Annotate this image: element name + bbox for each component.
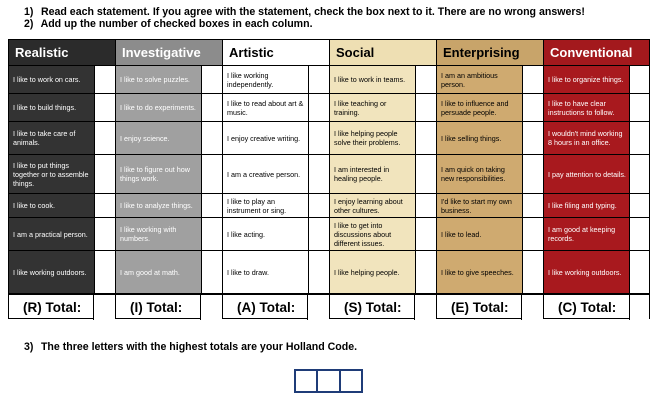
statement-text: I like to get into discussions about different issues. — [330, 218, 415, 250]
agree-checkbox[interactable] — [308, 122, 329, 154]
statement-row — [223, 155, 329, 194]
instruction-text: Read each statement. If you agree with the statement, check the box next to it. There are no wrong answers! — [40, 6, 585, 18]
statement-text: I am good at math. — [116, 251, 201, 293]
agree-checkbox[interactable] — [308, 218, 329, 250]
statement-row — [330, 155, 436, 194]
agree-checkbox[interactable] — [308, 66, 329, 93]
statement-row — [9, 94, 115, 122]
statement-text: I like acting. — [223, 218, 308, 250]
total-row-artistic — [223, 294, 329, 320]
statement-text: I like to put things together or to assemble things. — [9, 155, 94, 193]
statement-row — [437, 218, 543, 251]
agree-checkbox[interactable] — [415, 155, 436, 193]
statement-text: I am quick on taking new responsibilities. — [437, 155, 522, 193]
statement-row — [116, 251, 222, 294]
agree-checkbox[interactable] — [629, 155, 649, 193]
total-input-box[interactable] — [629, 295, 649, 320]
agree-checkbox[interactable] — [94, 122, 115, 154]
statement-text: I enjoy learning about other cultures. — [330, 194, 415, 217]
column-artistic — [223, 40, 330, 318]
statement-text: I am a practical person. — [9, 218, 94, 250]
statement-row — [437, 122, 543, 155]
statement-text: I like selling things. — [437, 122, 522, 154]
statement-row — [116, 155, 222, 194]
statement-row — [116, 66, 222, 94]
statement-row — [437, 94, 543, 122]
total-input-box[interactable] — [93, 295, 115, 320]
statement-row — [116, 94, 222, 122]
agree-checkbox[interactable] — [308, 155, 329, 193]
column-conventional — [544, 40, 649, 318]
total-label: (E) Total: — [451, 300, 509, 315]
column-header-investigative: Investigative — [116, 40, 222, 66]
instruction-text: The three letters with the highest totals are your Holland Code. — [40, 341, 358, 353]
statement-text: I'd like to start my own business. — [437, 194, 522, 217]
agree-checkbox[interactable] — [415, 94, 436, 121]
agree-checkbox[interactable] — [94, 155, 115, 193]
statement-text: I like to cook. — [9, 194, 94, 217]
agree-checkbox[interactable] — [522, 122, 543, 154]
statement-row — [9, 66, 115, 94]
total-row-realistic — [9, 294, 115, 320]
agree-checkbox[interactable] — [308, 94, 329, 121]
total-label: (A) Total: — [237, 300, 296, 315]
instruction-number: 3) — [24, 341, 34, 353]
total-input-box[interactable] — [521, 295, 543, 320]
agree-checkbox[interactable] — [629, 122, 649, 154]
agree-checkbox[interactable] — [522, 251, 543, 293]
total-label: (S) Total: — [344, 300, 402, 315]
agree-checkbox[interactable] — [201, 194, 222, 217]
statement-text: I like helping people solve their problems. — [330, 122, 415, 154]
agree-checkbox[interactable] — [201, 218, 222, 250]
instruction-2 — [24, 18, 313, 30]
statement-text: I enjoy science. — [116, 122, 201, 154]
statement-text: I like to draw. — [223, 251, 308, 293]
instruction-3 — [24, 341, 357, 353]
total-label: (I) Total: — [130, 300, 183, 315]
statement-text: I am a creative person. — [223, 155, 308, 193]
holland-code-boxes — [294, 369, 363, 393]
code-letter-box-1[interactable] — [296, 371, 318, 391]
statement-row — [544, 122, 649, 155]
statement-text: I like working outdoors. — [544, 251, 629, 293]
total-input-box[interactable] — [200, 295, 222, 320]
statement-text: I like to lead. — [437, 218, 522, 250]
statement-row — [544, 251, 649, 294]
statement-text: I like working outdoors. — [9, 251, 94, 293]
statement-row — [544, 218, 649, 251]
statement-text: I like to do experiments. — [116, 94, 201, 121]
statement-row — [223, 218, 329, 251]
statement-text: I like to build things. — [9, 94, 94, 121]
agree-checkbox[interactable] — [415, 122, 436, 154]
column-social — [330, 40, 437, 318]
column-header-social: Social — [330, 40, 436, 66]
column-enterprising — [437, 40, 544, 318]
statement-text: I like to figure out how things work. — [116, 155, 201, 193]
agree-checkbox[interactable] — [201, 251, 222, 293]
instruction-number: 1) — [24, 6, 34, 18]
code-letter-box-3[interactable] — [341, 371, 361, 391]
statement-row — [223, 122, 329, 155]
total-label: (R) Total: — [23, 300, 82, 315]
total-input-box[interactable] — [307, 295, 329, 320]
column-investigative — [116, 40, 223, 318]
holland-code-table — [8, 39, 650, 319]
statement-text: I like working independently. — [223, 66, 308, 93]
statement-text: I like to work in teams. — [330, 66, 415, 93]
statement-row — [9, 218, 115, 251]
agree-checkbox[interactable] — [415, 251, 436, 293]
statement-row — [330, 122, 436, 155]
agree-checkbox[interactable] — [201, 122, 222, 154]
statement-row — [544, 194, 649, 218]
statement-text: I like to play an instrument or sing. — [223, 194, 308, 217]
statement-row — [330, 218, 436, 251]
agree-checkbox[interactable] — [522, 194, 543, 217]
agree-checkbox[interactable] — [629, 194, 649, 217]
statement-text: I like to take care of animals. — [9, 122, 94, 154]
statement-row — [330, 94, 436, 122]
agree-checkbox[interactable] — [201, 66, 222, 93]
agree-checkbox[interactable] — [522, 66, 543, 93]
instruction-1 — [24, 6, 585, 18]
statement-row — [223, 94, 329, 122]
column-header-realistic: Realistic — [9, 40, 115, 66]
statement-text: I like to work on cars. — [9, 66, 94, 93]
total-row-investigative — [116, 294, 222, 320]
statement-row — [544, 94, 649, 122]
statement-text: I pay attention to details. — [544, 155, 629, 193]
statement-text: I like to have clear instructions to follow. — [544, 94, 629, 121]
statement-row — [9, 194, 115, 218]
agree-checkbox[interactable] — [629, 218, 649, 250]
statement-text: I like to influence and persuade people. — [437, 94, 522, 121]
statement-row — [116, 218, 222, 251]
agree-checkbox[interactable] — [415, 194, 436, 217]
agree-checkbox[interactable] — [94, 251, 115, 293]
total-row-enterprising — [437, 294, 543, 320]
agree-checkbox[interactable] — [308, 194, 329, 217]
statement-row — [437, 155, 543, 194]
statement-row — [9, 122, 115, 155]
agree-checkbox[interactable] — [201, 155, 222, 193]
agree-checkbox[interactable] — [629, 251, 649, 293]
instruction-text: Add up the number of checked boxes in each column. — [40, 18, 313, 30]
column-header-conventional: Conventional — [544, 40, 649, 66]
agree-checkbox[interactable] — [201, 94, 222, 121]
statement-row — [116, 194, 222, 218]
column-header-artistic: Artistic — [223, 40, 329, 66]
statement-row — [223, 251, 329, 294]
statement-text: I like helping people. — [330, 251, 415, 293]
column-header-enterprising: Enterprising — [437, 40, 543, 66]
agree-checkbox[interactable] — [94, 66, 115, 93]
statement-text: I like to give speeches. — [437, 251, 522, 293]
agree-checkbox[interactable] — [94, 94, 115, 121]
statement-row — [437, 251, 543, 294]
agree-checkbox[interactable] — [415, 218, 436, 250]
agree-checkbox[interactable] — [522, 155, 543, 193]
statement-row — [330, 251, 436, 294]
agree-checkbox[interactable] — [415, 66, 436, 93]
statement-row — [437, 66, 543, 94]
statement-row — [9, 155, 115, 194]
statement-text: I am good at keeping records. — [544, 218, 629, 250]
agree-checkbox[interactable] — [94, 218, 115, 250]
total-row-conventional — [544, 294, 649, 320]
agree-checkbox[interactable] — [629, 66, 649, 93]
statement-row — [116, 122, 222, 155]
statement-row — [9, 251, 115, 294]
statement-row — [223, 194, 329, 218]
statement-row — [544, 66, 649, 94]
total-label: (C) Total: — [558, 300, 617, 315]
agree-checkbox[interactable] — [94, 194, 115, 217]
agree-checkbox[interactable] — [308, 251, 329, 293]
statement-row — [544, 155, 649, 194]
statement-row — [330, 194, 436, 218]
statement-text: I like to solve puzzles. — [116, 66, 201, 93]
statement-text: I like to read about art & music. — [223, 94, 308, 121]
column-realistic — [9, 40, 116, 318]
total-input-box[interactable] — [414, 295, 436, 320]
statement-text: I enjoy creative writing. — [223, 122, 308, 154]
agree-checkbox[interactable] — [522, 218, 543, 250]
agree-checkbox[interactable] — [629, 94, 649, 121]
instruction-number: 2) — [24, 18, 34, 30]
statement-row — [330, 66, 436, 94]
statement-text: I like teaching or training. — [330, 94, 415, 121]
statement-text: I like working with numbers. — [116, 218, 201, 250]
statement-text: I am interested in healing people. — [330, 155, 415, 193]
statement-text: I wouldn't mind working 8 hours in an office. — [544, 122, 629, 154]
statement-row — [437, 194, 543, 218]
statement-text: I am an ambitious person. — [437, 66, 522, 93]
total-row-social — [330, 294, 436, 320]
statement-text: I like filing and typing. — [544, 194, 629, 217]
code-letter-box-2[interactable] — [318, 371, 340, 391]
statement-text: I like to organize things. — [544, 66, 629, 93]
agree-checkbox[interactable] — [522, 94, 543, 121]
statement-text: I like to analyze things. — [116, 194, 201, 217]
statement-row — [223, 66, 329, 94]
